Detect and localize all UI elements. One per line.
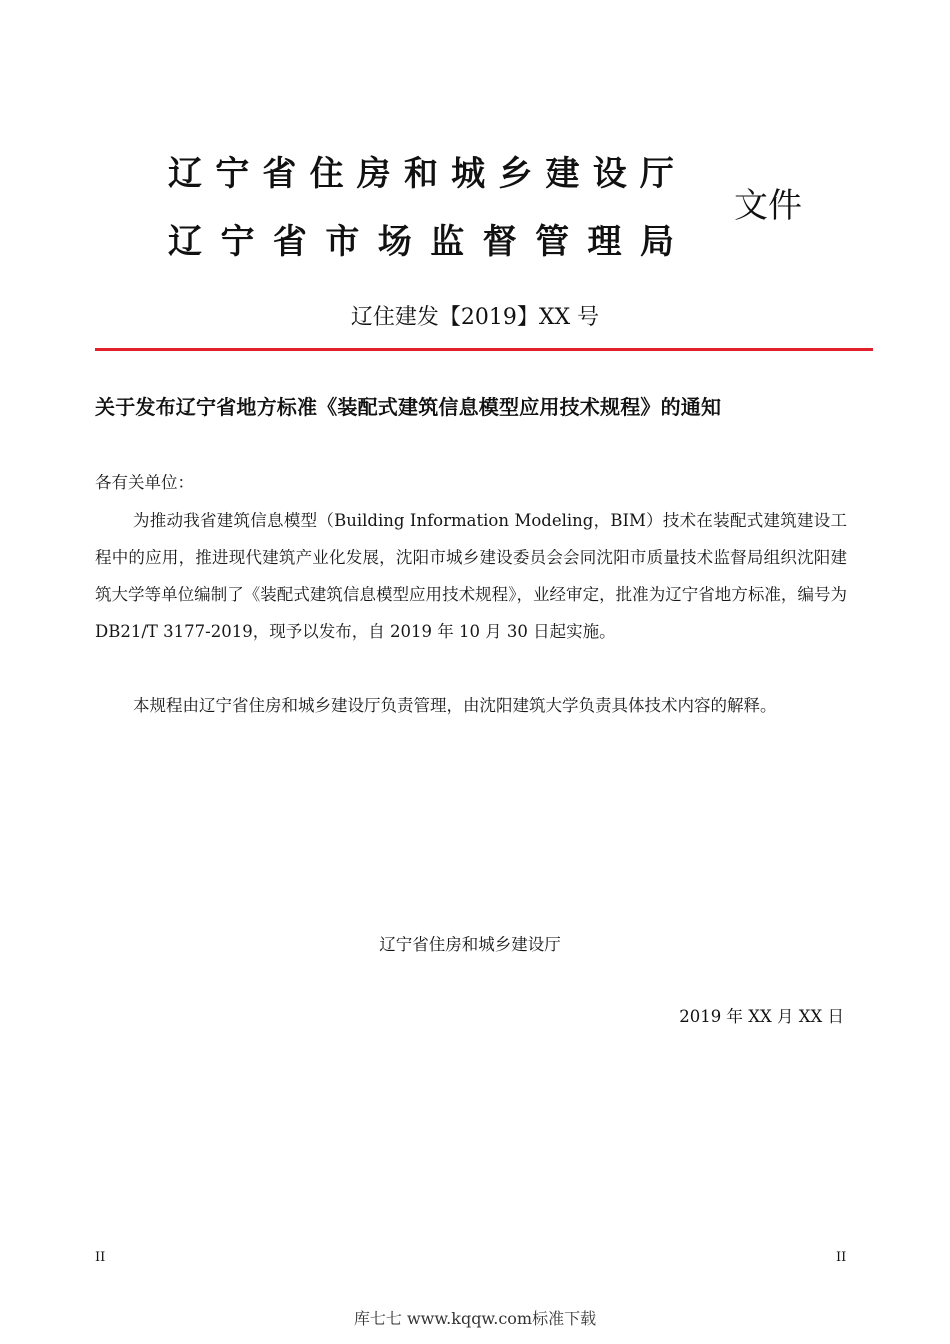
document-suffix: 文件 [734,186,802,226]
issuer-char: 设 [592,154,627,194]
salutation: 各有关单位： [95,473,194,492]
issuer-char: 住 [309,154,344,194]
signature-date: 2019 年 XX 月 XX 日 [679,1007,844,1026]
body-paragraph-1: 为推动我省建筑信息模型（Building Information Modeling，BIM）技术在装配式建筑建设工程中的应用，推进现代建筑产业化发展，沈阳市城乡建设委员会会同沈阳市质量技术监督局组织沈阳建筑大学等单位编制了《装配式建筑信息模型应用技术规程》，业经审定，批准为辽宁省地方标准，编号为 DB21/T 3177-2019，现予以发布，自 2019 年 10 月 30 日起实施。 [95,511,847,641]
issuer-char: 省 [272,222,307,262]
issuer-char: 辽 [168,222,202,262]
issuer-char: 乡 [498,154,533,194]
issuer-char: 房 [356,154,391,194]
issuer-char: 督 [482,222,517,262]
issuer-line-market-bureau [168,222,674,262]
signature-department: 辽宁省住房和城乡建设厅 [379,935,561,954]
issuer-line-housing-department [168,154,674,194]
issuer-char: 管 [535,222,570,262]
red-header-rule [95,348,873,351]
issuer-char: 宁 [220,222,255,262]
issuer-char: 和 [403,154,438,194]
page-number-left: II [95,1250,106,1265]
issuer-char: 宁 [215,154,250,194]
site-watermark: 库七七 www.kqqw.com标准下载 [353,1309,597,1328]
issuer-char: 场 [377,222,412,262]
issuer-char: 监 [430,222,465,262]
issuer-char: 建 [545,154,580,194]
body-paragraph-2: 本规程由辽宁省住房和城乡建设厅负责管理，由沈阳建筑大学负责具体技术内容的解释。 [133,696,777,715]
issuer-char: 厅 [639,154,674,194]
document-number: 辽住建发【2019】XX 号 [350,305,600,330]
issuer-char: 省 [262,154,297,194]
issuer-char: 局 [639,222,674,262]
notice-title: 关于发布辽宁省地方标准《装配式建筑信息模型应用技术规程》的通知 [95,395,722,419]
page-number-right: II [836,1250,847,1265]
issuer-char: 市 [325,222,360,262]
issuer-char: 城 [451,154,486,194]
issuer-char: 辽 [168,154,202,194]
issuer-char: 理 [587,222,622,262]
